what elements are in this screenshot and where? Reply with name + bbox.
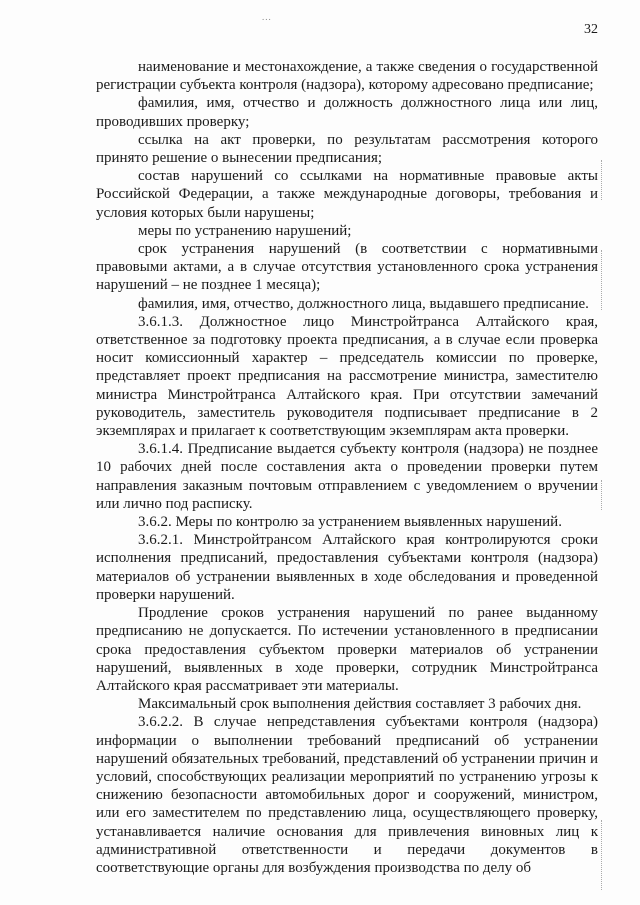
document-body <box>96 58 598 877</box>
paragraph: Продление сроков устранения нарушений по ранее выданному предписанию не допускается. По истечении установленного в предписании срока предоставления субъектом проверки материалов об устранении нарушений, выявленных в ходе проверки, сотрудник Минстройтранса Алтайского края рассматривает эти материалы. <box>96 605 598 694</box>
paragraph: фамилия, имя, отчество и должность должностного лица или лиц, проводивших проверку; <box>96 95 598 130</box>
paragraph: 3.6.2. Меры по контролю за устранением выявленных нарушений. <box>138 514 562 531</box>
scan-edge-mark <box>601 250 602 310</box>
paragraph: Максимальный срок выполнения действия составляет 3 рабочих дня. <box>138 696 582 713</box>
paragraph: 3.6.1.4. Предписание выдается субъекту контроля (надзора) не позднее 10 рабочих дней после составления акта о проведении проверки путем направления заказным почтовым отправлением с уведомлением о вручении или лично под расписку. <box>96 441 598 512</box>
paragraph: наименование и местонахождение, а также сведения о государственной регистрации субъекта контроля (надзора), которому адресовано предписание; <box>96 59 598 94</box>
scan-edge-mark <box>601 820 602 890</box>
paragraph: ссылка на акт проверки, по результатам рассмотрения которого принято решение о вынесении предписания; <box>96 131 598 167</box>
scan-artifact: ... <box>262 12 272 22</box>
page-number: 32 <box>584 22 598 37</box>
paragraph: срок устранения нарушений (в соответствии с нормативными правовыми актами, а в случае отсутствия установленного срока устранения нарушений – не позднее 1 месяца); <box>96 241 598 294</box>
paragraph: 3.6.2.2. В случае непредставления субъектами контроля (надзора) информации о выполнении требований предписаний об устранении нарушений обязательных требований, представлений об устранении причин и условий, способствующих реализации мероприятий по устранению угрозы к снижению безопасности автомобильных дорог и сооружений, министром, или его заместителем по представлению лица, осуществляющего проверку, устанавливается наличие основания для привлечения виновных лиц к административной ответственности и передачи документов в соответствующие органы для возбуждения производства по делу об <box>96 714 598 876</box>
paragraph: 3.6.1.3. Должностное лицо Минстройтранса Алтайского края, ответственное за подготовку проекта предписания, а в случае если проверка носит комиссионный характер – председатель комиссии по проверке, представляет проект предписания на рассмотрение министра, заместителю министра Минстройтранса Алтайского края. При отсутствии замечаний руководитель, заместитель руководителя подписывает предписание в 2 экземплярах и прилагает к соответствующим экземплярам акта проверки. <box>96 313 598 440</box>
paragraph: состав нарушений со ссылками на нормативные правовые акты Российской Федерации, а также международные договоры, требования и условия которых были нарушены; <box>96 168 598 221</box>
paragraph: меры по устранению нарушений; <box>138 222 352 239</box>
paragraph: 3.6.2.1. Минстройтрансом Алтайского края контролируются сроки исполнения предписаний, предоставления субъектами контроля (надзора) материалов об устранении выявленных в ходе обследования и проведенной проверки нарушений. <box>96 532 598 603</box>
scan-edge-mark <box>601 480 602 510</box>
scan-edge-mark <box>601 160 602 200</box>
paragraph: фамилия, имя, отчество, должностного лица, выдавшего предписание. <box>138 295 589 312</box>
